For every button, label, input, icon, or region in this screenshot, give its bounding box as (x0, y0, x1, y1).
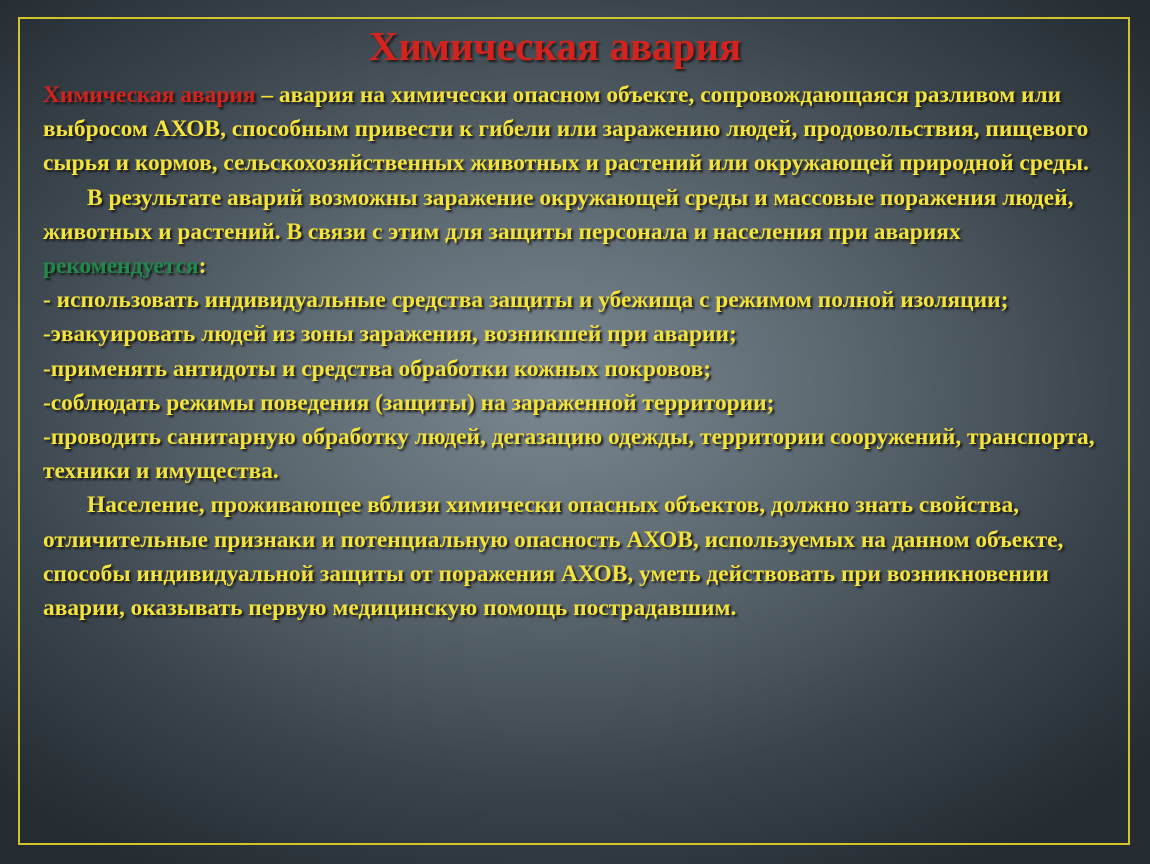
recommendation-item: -применять антидоты и средства обработки кожных покровов; (43, 355, 711, 382)
definition-term: Химическая авария (43, 82, 256, 108)
slide-title: Химическая авария (368, 23, 742, 69)
population-paragraph: Население, проживающее вблизи химически опасных объектов, должно знать свойства, отличительные признаки и потенциальную опасность АХОВ, используемых на данном объекте, способы индивидуальной защиты от поражения АХОВ, уметь действовать при возникновении аварии, оказывать первую медицинскую помощь пострадавшим. (43, 492, 1064, 622)
consequences-paragraph (43, 181, 1123, 284)
definition-text: – авария на химически опасном объекте, сопровождающаяся разливом или выбросом АХОВ, способным привести к гибели или заражению людей, продовольствия, пищевого сырья и кормов, сельскохозяйственных животных и растений или окружающей природной среды. (43, 82, 1089, 177)
recommended-highlight: рекомендуется (43, 253, 199, 280)
recommendation-item: -эвакуировать людей из зоны заражения, возникшей при аварии; (43, 321, 737, 348)
recommendation-item: -соблюдать режимы поведения (защиты) на зараженной территории; (43, 389, 775, 416)
definition-paragraph (43, 78, 1123, 181)
consequences-text: В результате аварий возможны заражение окружающей среды и массовые поражения людей, животных и растений. В связи с этим для защиты персонала и населения при авариях (43, 184, 1074, 245)
consequences-suffix: : (198, 253, 207, 280)
recommendation-item: -проводить санитарную обработку людей, дегазацию одежды, территории сооружений, транспорта, техники и имущества. (43, 424, 1095, 485)
recommendation-item: - использовать индивидуальные средства защиты и убежища с режимом полной изоляции; (43, 287, 1009, 314)
slide-body (43, 78, 1123, 625)
